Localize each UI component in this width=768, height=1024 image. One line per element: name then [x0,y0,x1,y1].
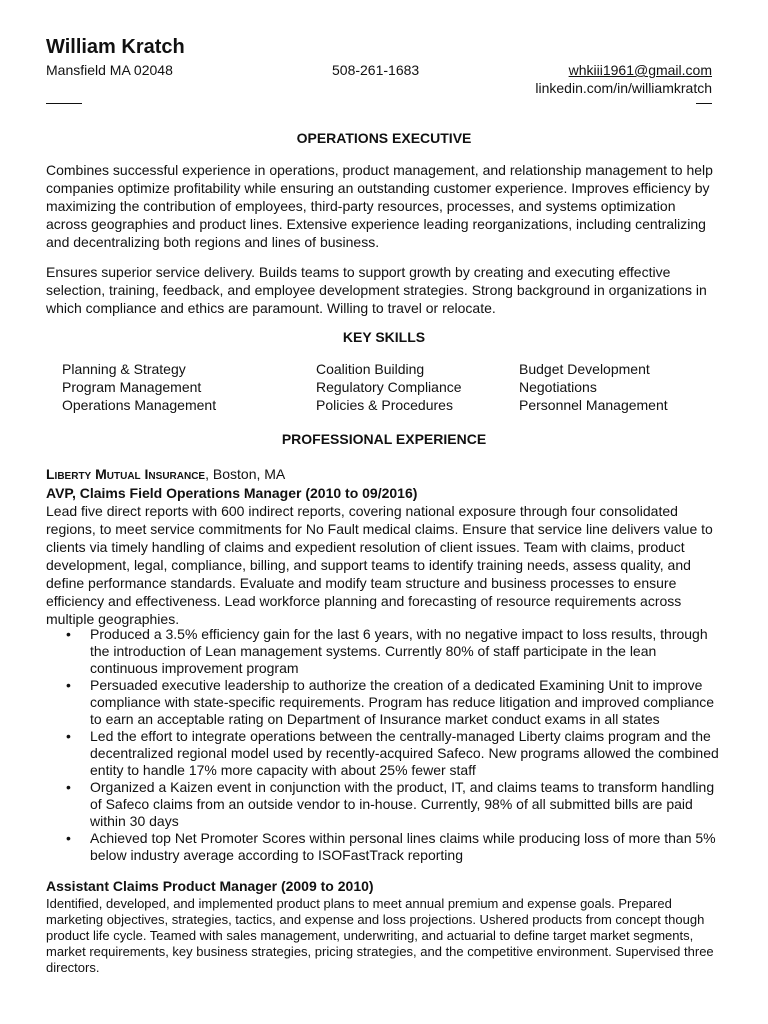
skill-item: Policies & Procedures [316,397,453,413]
list-item: • Produced a 3.5% efficiency gain for the last 6 years, with no negative impact to loss results, through the introduction of Lean management systems. Currently 80% of staff participate in the lean continuous improvement program [66,626,708,676]
achievement-text: Persuaded executive leadership to authorize the creation of a dedicated Examining Unit to improve compliance with state-specific requirements. Program has reduce litigation and improved compliance to earn an acceptable rating on Department of Insurance market conduct exams in all states [90,677,715,727]
company-name: Liberty Mutual Insurance [46,466,206,482]
header-divider-left [46,103,82,104]
achievements-list [46,626,726,864]
skills-title: KEY SKILLS [342,329,426,345]
company-location: , Boston, MA [205,466,286,482]
job-title-2: Assistant Claims Product Manager (2009 to 2010) [46,878,374,894]
candidate-name: William Kratch [46,36,185,58]
skills-column-3 [519,360,668,414]
summary-paragraph-1: Combines successful experience in operations, product management, and relationship management to help companies optimize profitability while ensuring an outstanding customer experience. Improves efficiency by maximizing the contribution of employees, third-party resources, processes, and systems optimization across geographies and product lines. Extensive experience leading reorganizations, including centralizing and decentralizing both regions and lines of business. [46,162,713,250]
experience-title: PROFESSIONAL EXPERIENCE [281,431,487,447]
address: Mansfield MA 02048 [46,62,173,78]
achievement-text: Produced a 3.5% efficiency gain for the last 6 years, with no negative impact to loss results, through the introduction of Lean management systems. Currently 80% of staff participate in the lean continuous improvement program [90,626,708,676]
list-item: • Led the effort to integrate operations between the centrally-managed Liberty claims program and the decentralized regional model used by recently-acquired Safeco. New programs allowed the combined entity to handle 17% more capacity with about 25% fewer staff [66,728,719,778]
skill-item: Planning & Strategy [62,361,186,377]
achievement-text: Led the effort to integrate operations between the centrally-managed Liberty claims program and the decentralized regional model used by recently-acquired Safeco. New programs allowed the combined entity to handle 17% more capacity with about 25% fewer staff [90,728,719,778]
skill-item: Regulatory Compliance [316,379,462,395]
list-item: • Organized a Kaizen event in conjunction with the product, IT, and claims teams to transform handling of Safeco claims from an outside vendor to in-house. Currently, 98% of all submitted bills are paid within 30 days [66,779,715,829]
header-divider-right [696,103,712,104]
skills-column-2 [316,360,462,414]
skills-column-1 [62,360,216,414]
email-link[interactable]: whkiii1961@gmail.com [568,62,712,78]
summary-title: OPERATIONS EXECUTIVE [296,130,472,146]
job-description-1: Lead five direct reports with 600 indirect reports, covering national exposure through four consolidated regions, to meet service commitments for No Fault medical claims. Ensure that service line delivers value to clients via timely handling of claims and expedient resolution of client issues. Team with claims, product development, legal, compliance, billing, and support teams to identify training needs, assess quality, and define performance standards. Evaluate and modify team structure and business processes to ensure efficiency and effectiveness. Lead workforce planning and forecasting of resource requirements across multiple geographies. [46,503,713,627]
list-item: • Achieved top Net Promoter Scores within personal lines claims while producing loss of more than 5% below industry average according to ISOFastTrack reporting [66,830,716,863]
skill-item: Personnel Management [519,397,668,413]
skill-item: Budget Development [519,361,650,377]
skill-item: Coalition Building [316,361,425,377]
linkedin-url: linkedin.com/in/williamkratch [535,80,712,96]
phone-number: 508-261-1683 [332,62,420,78]
list-item: • Persuaded executive leadership to authorize the creation of a dedicated Examining Unit to improve compliance with state-specific requirements. Program has reduce litigation and improved compliance to earn an acceptable rating on Department of Insurance market conduct exams in all states [66,677,715,727]
job-description-2: Identified, developed, and implemented product plans to meet annual premium and expense goals. Prepared marketing objectives, strategies, tactics, and expense and loss projections. Ushered products from concept though product life cycle. Teamed with sales management, underwriting, and actuarial to define target market segments, market requirements, key business strategies, pricing strategies, and the competitive environment. Supervised three directors. [46,896,714,975]
company-line [46,466,285,482]
skill-item: Negotiations [519,379,597,395]
achievement-text: Achieved top Net Promoter Scores within personal lines claims while producing loss of more than 5% below industry average according to ISOFastTrack reporting [90,830,716,863]
summary-paragraph-2: Ensures superior service delivery. Builds teams to support growth by creating and executing effective selection, training, feedback, and employee development strategies. Strong background in organizations in which compliance and ethics are paramount. Willing to travel or relocate. [46,264,707,316]
job-title-1: AVP, Claims Field Operations Manager (2010 to 09/2016) [46,485,418,501]
skill-item: Program Management [62,379,202,395]
achievement-text: Organized a Kaizen event in conjunction with the product, IT, and claims teams to transform handling of Safeco claims from an outside vendor to in-house. Currently, 98% of all submitted bills are paid within 30 days [90,779,715,829]
skill-item: Operations Management [62,397,217,413]
